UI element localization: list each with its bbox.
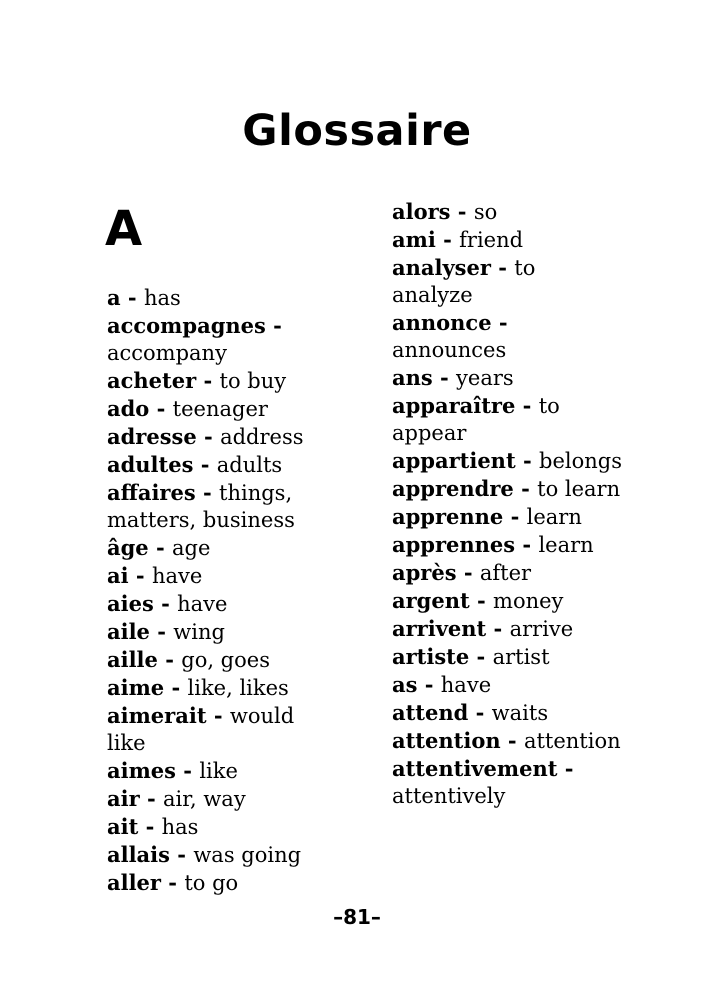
- glossary-definition: has: [161, 815, 199, 839]
- glossary-definition: to go: [184, 871, 239, 895]
- glossary-entry: [107, 841, 337, 869]
- term-separator: -: [515, 448, 539, 473]
- glossary-definition: wing: [173, 620, 225, 644]
- glossary-term: ai: [107, 563, 129, 588]
- glossary-term: aille: [107, 647, 158, 672]
- glossary-term: air: [107, 786, 140, 811]
- glossary-term: âge: [107, 535, 149, 560]
- glossary-term: après: [392, 560, 457, 585]
- glossary-definition: to buy: [219, 369, 287, 393]
- glossary-entry: [107, 312, 337, 367]
- glossary-term: ait: [107, 814, 139, 839]
- glossary-entry: [107, 702, 337, 757]
- glossary-definition: like: [199, 759, 238, 783]
- glossary-definition: was going: [193, 843, 302, 867]
- term-separator: -: [195, 480, 220, 505]
- glossary-definition: so: [473, 200, 498, 224]
- glossary-term: arrivent: [392, 616, 487, 641]
- glossary-term: apprendre: [392, 476, 514, 501]
- glossary-entry: [107, 646, 337, 674]
- term-separator: -: [469, 588, 494, 613]
- glossary-term: analyser: [392, 255, 491, 280]
- glossary-entry: [392, 447, 622, 475]
- glossary-term: attention: [392, 728, 501, 753]
- term-separator: -: [435, 227, 460, 252]
- term-separator: -: [138, 814, 162, 839]
- glossary-entry: [107, 869, 337, 897]
- term-separator: -: [486, 616, 510, 641]
- glossary-entry: [107, 562, 337, 590]
- glossary-entry: [392, 587, 622, 615]
- section-letter: A: [105, 201, 143, 257]
- glossary-entry: [392, 198, 622, 226]
- term-separator: -: [503, 504, 527, 529]
- glossary-entry: [107, 674, 337, 702]
- glossary-definition: teenager: [172, 397, 268, 421]
- term-separator: -: [196, 424, 221, 449]
- glossary-definition: years: [456, 366, 514, 390]
- glossary-term: aies: [107, 591, 154, 616]
- term-separator: -: [515, 532, 539, 557]
- glossary-term: ami: [392, 227, 436, 252]
- glossary-definition: have: [177, 592, 228, 616]
- term-separator: -: [450, 199, 474, 224]
- glossary-definition: announces: [392, 338, 507, 362]
- glossary-term: apprenne: [392, 504, 504, 529]
- glossary-term: attend: [392, 700, 469, 725]
- term-separator: -: [456, 560, 480, 585]
- glossary-definition: address: [220, 425, 304, 449]
- glossary-entry: [107, 451, 337, 479]
- glossary-entry: [392, 309, 622, 364]
- term-separator: -: [417, 672, 441, 697]
- glossary-definition: friend: [459, 228, 524, 252]
- term-separator: -: [148, 535, 172, 560]
- glossary-term: acheter: [107, 368, 197, 393]
- glossary-term: argent: [392, 588, 470, 613]
- term-separator: -: [432, 365, 457, 390]
- term-separator: -: [265, 313, 282, 338]
- glossary-entry: [107, 618, 337, 646]
- term-separator: -: [557, 756, 574, 781]
- glossary-definition: has: [143, 286, 181, 310]
- glossary-entry: [107, 757, 337, 785]
- glossary-entry: [392, 475, 622, 503]
- glossary-definition: artist: [492, 645, 550, 669]
- glossary-definition: have: [440, 673, 492, 697]
- glossary-term: annonce: [392, 310, 492, 335]
- glossary-term: a: [107, 285, 121, 310]
- glossary-term: aile: [107, 619, 150, 644]
- glossary-term: artiste: [392, 644, 470, 669]
- term-separator: -: [120, 285, 144, 310]
- glossary-column-left: [107, 284, 337, 897]
- glossary-entry: [392, 531, 622, 559]
- glossary-entry: [392, 755, 622, 810]
- glossary-definition: have: [151, 564, 203, 588]
- glossary-entry: [107, 367, 337, 395]
- glossary-entry: [392, 503, 622, 531]
- glossary-definition: like, likes: [187, 676, 289, 700]
- glossary-term: adresse: [107, 424, 197, 449]
- term-separator: -: [164, 675, 188, 700]
- term-separator: -: [161, 870, 185, 895]
- glossary-definition: age: [172, 536, 211, 560]
- glossary-definition: learn: [526, 505, 582, 529]
- glossary-definition: money: [493, 589, 564, 613]
- term-separator: -: [491, 310, 508, 335]
- term-separator: -: [157, 647, 182, 672]
- glossary-entry: [392, 392, 622, 447]
- glossary-entry: [392, 643, 622, 671]
- glossary-term: appartient: [392, 448, 516, 473]
- glossary-entry: [392, 615, 622, 643]
- term-separator: -: [169, 842, 194, 867]
- glossary-term: ans: [392, 365, 433, 390]
- glossary-definition: belongs: [539, 449, 622, 473]
- term-separator: -: [176, 758, 200, 783]
- glossary-entry: [107, 395, 337, 423]
- term-separator: -: [500, 728, 524, 753]
- glossary-term: as: [392, 672, 418, 697]
- glossary-column-right: [392, 198, 622, 810]
- glossary-definition: after: [479, 561, 532, 585]
- glossary-definition: air, way: [163, 787, 246, 811]
- glossary-term: aime: [107, 675, 165, 700]
- glossary-definition: learn: [538, 533, 594, 557]
- term-separator: -: [468, 700, 492, 725]
- term-separator: -: [128, 563, 152, 588]
- glossary-definition: go, goes: [181, 648, 270, 672]
- glossary-definition: would like: [107, 704, 295, 755]
- glossary-definition: attention: [523, 729, 621, 753]
- glossary-definition: things, matters, business: [107, 481, 295, 532]
- term-separator: -: [139, 786, 163, 811]
- glossary-term: apparaître: [392, 393, 516, 418]
- glossary-definition: to appear: [392, 394, 560, 445]
- glossary-entry: [392, 559, 622, 587]
- glossary-entry: [392, 254, 622, 309]
- glossary-term: allais: [107, 842, 170, 867]
- term-separator: -: [149, 396, 173, 421]
- glossary-term: affaires: [107, 480, 196, 505]
- glossary-term: accompagnes: [107, 313, 266, 338]
- glossary-entry: [107, 785, 337, 813]
- glossary-entry: [107, 423, 337, 451]
- glossary-definition: attentively: [392, 784, 506, 808]
- glossary-definition: adults: [216, 453, 283, 477]
- term-separator: -: [490, 255, 515, 280]
- glossary-term: aimerait: [107, 703, 207, 728]
- glossary-term: attentivement: [392, 756, 558, 781]
- term-separator: -: [515, 393, 539, 418]
- glossary-term: aller: [107, 870, 161, 895]
- glossary-entry: [392, 727, 622, 755]
- glossary-entry: [107, 813, 337, 841]
- glossary-entry: [392, 364, 622, 392]
- term-separator: -: [513, 476, 538, 501]
- term-separator: -: [153, 591, 178, 616]
- glossary-definition: arrive: [509, 617, 574, 641]
- glossary-entry: [107, 479, 337, 534]
- glossary-definition: to analyze: [392, 256, 536, 307]
- glossary-entry: [392, 699, 622, 727]
- glossary-definition: to learn: [537, 477, 621, 501]
- glossary-entry: [107, 534, 337, 562]
- term-separator: -: [469, 644, 493, 669]
- glossary-term: aimes: [107, 758, 176, 783]
- glossary-term: alors: [392, 199, 451, 224]
- term-separator: -: [206, 703, 230, 728]
- glossary-definition: accompany: [107, 341, 227, 365]
- glossary-definition: waits: [491, 701, 549, 725]
- term-separator: -: [149, 619, 174, 644]
- page-title: Glossaire: [242, 106, 472, 156]
- glossary-term: adultes: [107, 452, 194, 477]
- page-number: –81–: [333, 905, 381, 929]
- glossary-term: apprennes: [392, 532, 516, 557]
- glossary-entry: [392, 671, 622, 699]
- term-separator: -: [193, 452, 217, 477]
- glossary-entry: [392, 226, 622, 254]
- glossary-entry: [107, 284, 337, 312]
- term-separator: -: [196, 368, 220, 393]
- glossary-term: ado: [107, 396, 150, 421]
- glossary-entry: [107, 590, 337, 618]
